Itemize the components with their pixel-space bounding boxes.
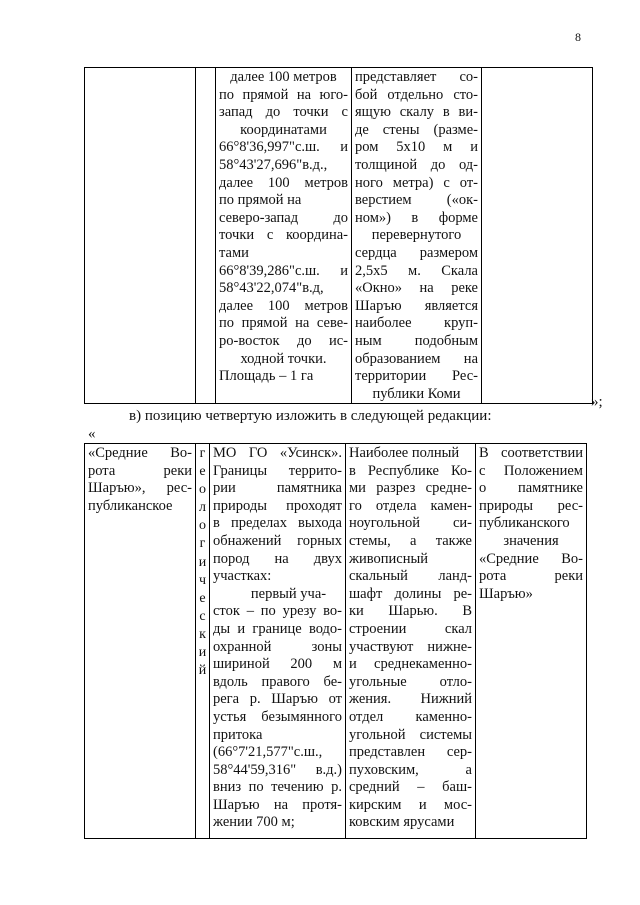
bottom-col4-line: средний – баш- [349,779,472,796]
top-col4-line: образованием на [355,350,478,367]
bottom-col4-line: жения. Нижний [349,691,472,708]
bottom-col4-line: отдел каменно- [349,708,472,725]
bottom-col4-line: угольной системы [349,726,472,743]
closing-quote: »; [591,394,603,410]
bottom-col3-line: 58°44'59,316" в.д.) [213,761,342,778]
bottom-col4-line: стемы, а также [349,532,472,549]
top-col4-line: 2,5х5 м. Скала [355,262,478,279]
bottom-col4-line: ковским ярусами [349,814,455,831]
bottom-col5-line: рота реки [479,568,583,585]
bottom-col4-line: представлен сер- [349,744,472,761]
top-col3-line: северо-запад до [219,209,348,226]
bottom-col3-line: первый уча- [250,585,327,602]
bottom-col5-line: В соответствии [479,445,583,461]
top-col4-line: ном») в форме [355,209,478,226]
opening-quote: « [88,426,96,442]
bottom-col1-line: Шаръю», рес- [88,480,192,497]
top-col3-line: 66°8'39,286"с.ш. и [219,262,348,279]
top-col3-line: точки с координа- [219,227,348,244]
bottom-col3-line: рии памятника [213,480,342,497]
page-number: 8 [575,30,581,44]
top-col4-line: представляет со- [355,69,478,85]
bottom-col5-line: природы рес- [479,497,583,514]
bottom-col3-line: природы проходят [213,497,342,514]
top-col4-line: сердца размером [355,244,478,261]
bottom-col3-line: шириной 200 м [213,656,342,673]
bottom-col1-line: публиканское [88,497,173,514]
bottom-col5-basis [476,444,587,839]
top-col3-line: по прямой на [219,192,302,209]
top-col4-line: ром 5х10 м и [355,139,478,156]
top-col4-line: бой отдельно сто- [355,86,478,103]
bottom-col3-line: участках: [213,568,272,585]
vertical-letter: е [199,464,206,480]
bottom-col5-line: о памятнике [479,480,583,497]
top-col3-line: далее 100 метров [219,174,348,191]
top-col3-line: 58°43'27,696"в.д., [219,156,328,173]
top-col3-cell [216,68,352,404]
vertical-letter: й [198,663,207,679]
bottom-col4-line: ки Шарью. В [349,603,472,620]
top-col2-empty [196,68,216,404]
bottom-table [84,443,587,839]
vertical-letter: ч [198,572,207,588]
bottom-col4-line: ноугольной си- [349,515,472,532]
top-col3-line: 66°8'36,997"с.ш. и [219,139,348,156]
top-col5-empty [482,68,593,404]
bottom-col3-line: охранной зоны [213,638,342,655]
vertical-letter: о [199,518,206,534]
bottom-col3-line: пород на двух [213,550,342,567]
bottom-col1-line: рота реки [88,462,192,479]
top-col3-line: по прямой на юго- [219,86,348,103]
top-table [84,67,593,404]
bottom-col3-line: ды и границе водо- [213,620,342,637]
bottom-col4-line: го отдела камен- [349,497,472,514]
top-col1-empty [85,68,196,404]
bottom-col4-line: пуховским, а [349,761,472,778]
bottom-col3-line: Шаръю на протя- [213,796,342,813]
bottom-col4-line: и среднекаменно- [349,656,472,673]
bottom-col3-line: обнажений горных [213,532,342,549]
bottom-col5-line: публиканского [479,515,570,532]
top-col3-line: координатами [240,121,327,138]
bottom-col4-line: строении скал [349,620,472,637]
bottom-col4-description [346,444,476,839]
top-col4-line: наиболее круп- [355,315,478,332]
vertical-letter: и [198,554,207,570]
bottom-col3-line: Границы террито- [213,462,342,479]
bottom-col3-line: вдоль правого бе- [213,673,342,690]
top-col3-line: далее 100 метров [219,297,348,314]
bottom-col4-line: участвуют нижне- [349,638,472,655]
bottom-col5-line: значения [503,532,559,549]
top-col4-line: Шаръю является [355,297,478,314]
bottom-col3-line: МО ГО «Усинск». [213,445,342,461]
bottom-col3-line: вниз по течению р. [213,779,342,796]
bottom-col5-line: Шаръю» [479,585,533,602]
amendment-caption: в) позицию четвертую изложить в следующей редакции: [129,408,492,424]
bottom-col5-line: «Средние Во- [479,550,583,567]
top-col4-line: «Окно» на реке [355,280,478,297]
vertical-letter: с [199,608,206,624]
bottom-col4-line: живописный [349,550,428,567]
top-col4-line: ящую скалу в ви- [355,104,478,121]
vertical-letter: л [199,500,206,516]
bottom-col3-line: рега р. Шаръю от [213,691,342,708]
top-col4-line: верстием («ок- [355,192,478,209]
bottom-col3-line: притока [213,726,263,743]
bottom-col4-line: шафт долины ре- [349,585,472,602]
top-col3-line: запад до точки с [219,104,348,121]
bottom-col3-line: в пределах выхода [213,515,342,532]
top-col4-line: территории Рес- [355,368,478,385]
top-col4-line: толщиной до од- [355,156,478,173]
bottom-col1-line: «Средние Во- [88,445,192,461]
vertical-letter: к [199,626,206,642]
top-col4-line: ного метра) с от- [355,174,478,191]
top-col3-line: по прямой на севе- [219,315,348,332]
top-col4-line: де стены (разме- [355,121,478,138]
top-col4-line: перевернутого [371,227,462,244]
bottom-col4-line: Наиболее полный [349,445,460,461]
bottom-col4-line: скальный ланд- [349,568,472,585]
bottom-col2-profile [196,444,210,839]
bottom-col4-line: кирским и мос- [349,796,472,813]
vertical-letter: и [198,645,207,661]
vertical-letter: е [199,590,206,606]
vertical-letter: г [199,536,206,552]
bottom-col4-line: угольные отло- [349,673,472,690]
bottom-col3-line: жении 700 м; [213,814,295,831]
top-col3-line: Площадь – 1 га [219,368,314,385]
bottom-col3-line: (66°7'21,577"с.ш., [213,744,323,761]
top-col4-cell [352,68,482,404]
vertical-letter: г [199,446,206,461]
bottom-col3-location [210,444,346,839]
top-col3-line: тами [219,244,249,261]
bottom-col3-line: сток – по урезу во- [213,603,342,620]
top-col3-line: далее 100 метров [230,69,337,85]
top-col4-line: публики Коми [372,385,461,402]
bottom-col1-name [85,444,196,839]
top-col3-line: ро-восток до ис- [219,332,348,349]
bottom-col5-line: с Положением [479,462,583,479]
top-col4-line: ным подобным [355,332,478,349]
bottom-col4-line: ми разрез средне- [349,480,472,497]
bottom-col4-line: в Республике Ко- [349,462,472,479]
top-col3-line: ходной точки. [240,350,327,367]
vertical-letter: о [199,482,206,498]
bottom-col3-line: устья безымянного [213,708,342,725]
top-col3-line: 58°43'22,074"в.д, [219,280,324,297]
